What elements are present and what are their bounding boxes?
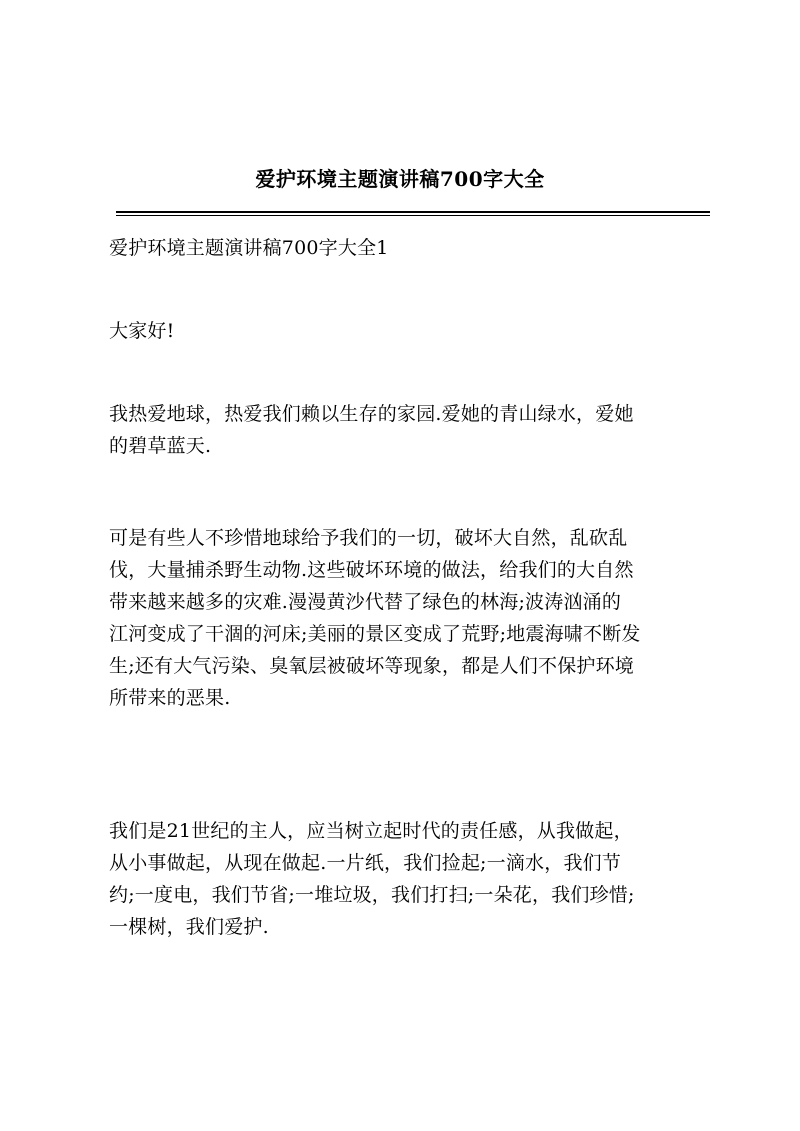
paragraph-line: 我们是21世纪的主人，应当树立起时代的责任感，从我做起，: [109, 820, 633, 842]
paragraph-line: 一棵树，我们爱护.: [109, 916, 269, 938]
paragraph-line: 约;一度电，我们节省;一堆垃圾，我们打扫;一朵花，我们珍惜;: [109, 884, 635, 906]
paragraph-line: 从小事做起，从现在做起.一片纸，我们捡起;一滴水，我们节: [109, 852, 622, 874]
paragraph-line: 的碧草蓝天.: [109, 435, 212, 457]
paragraph-line: 我热爱地球，热爱我们赖以生存的家园.爱她的青山绿水，爱她: [109, 403, 634, 425]
title-divider-thick: [116, 211, 710, 213]
paragraph-line: 江河变成了干涸的河床;美丽的景区变成了荒野;地震海啸不断发: [109, 623, 641, 645]
paragraph-2: [109, 522, 709, 714]
paragraph-1: [109, 398, 709, 462]
paragraph-3: [109, 815, 709, 943]
paragraph-line: 生;还有大气污染、臭氧层被破坏等现象，都是人们不保护环境: [109, 655, 635, 677]
paragraph-line: 所带来的恶果.: [109, 687, 231, 709]
greeting: 大家好!: [109, 320, 175, 342]
paragraph-line: 带来越来越多的灾难.漫漫黄沙代替了绿色的林海;波涛汹涌的: [109, 591, 622, 613]
title-divider-thin: [116, 215, 710, 216]
paragraph-line: 伐，大量捕杀野生动物.这些破坏环境的做法，给我们的大自然: [109, 559, 634, 581]
document-title: 爱护环境主题演讲稿700字大全: [255, 167, 545, 191]
section-heading: 爱护环境主题演讲稿700字大全1: [109, 237, 389, 259]
paragraph-line: 可是有些人不珍惜地球给予我们的一切，破坏大自然，乱砍乱: [109, 527, 628, 549]
